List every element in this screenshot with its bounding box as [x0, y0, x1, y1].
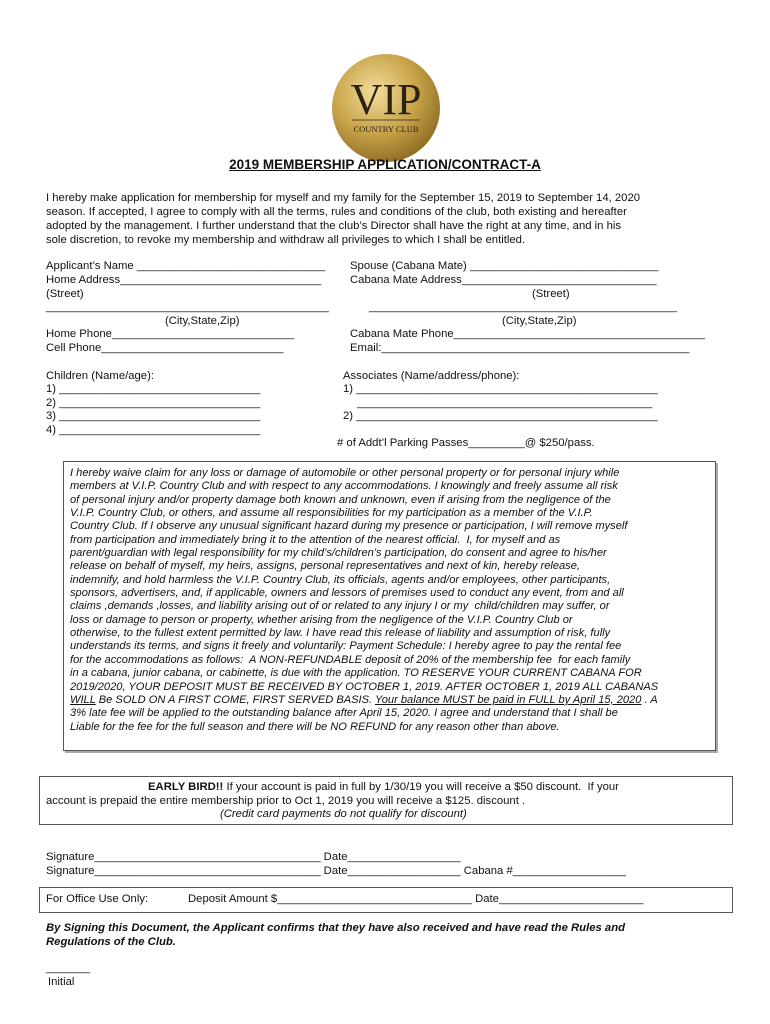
vip-logo — [330, 52, 442, 164]
child-field[interactable]: 1) ________________________________ — [46, 383, 261, 395]
office-use-label: For Office Use Only: — [46, 893, 149, 905]
waiver-line-18-end: . A — [641, 693, 658, 706]
waiver-line: V.I.P. Country Club, or others, and assume all responsibilities for my participation as a member of the V.I.P. — [70, 507, 593, 520]
waiver-line: otherwise, to the fullest extent permitted by law. I have read this release of liability and assumption of risk, fully — [70, 627, 611, 640]
waiver-line: members at V.I.P. Country Club and with respect to any accommodations. I knowingly and freely assume all risk — [70, 480, 618, 493]
spouse-city-state-zip-label: (City,State,Zip) — [502, 315, 577, 327]
waiver-line-18 — [70, 694, 712, 707]
spouse-street-line[interactable]: _________________________________________________ — [369, 301, 677, 313]
children-heading: Children (Name/age): — [46, 370, 154, 382]
associate-field[interactable]: 2) ________________________________________________ — [343, 410, 658, 422]
street-label: (Street) — [46, 288, 84, 300]
email-field[interactable]: Email:_________________________________________________ — [350, 342, 690, 354]
initial-label: Initial — [48, 976, 75, 988]
waiver-line: of personal injury and/or property damage both known and unknown, even if arising from the negligence of the — [70, 493, 611, 506]
home-phone-field[interactable]: Home Phone_____________________________ — [46, 328, 295, 340]
applicant-name-field[interactable]: Applicant’s Name ______________________________ — [46, 260, 326, 272]
waiver-line-18-text: Be SOLD ON A FIRST COME, FIRST SERVED BASIS. — [95, 693, 375, 706]
applicant-street-line[interactable]: _____________________________________________ — [46, 301, 329, 313]
waiver-line: from participation and immediately bring it to the attention of the nearest official. I, for myself and as — [70, 533, 561, 546]
waiver-line: parent/guardian with legal responsibility for my child’s/children’s participation, do consent and agree to his/her — [70, 547, 607, 560]
waiver-line: 2019/2020, YOUR DEPOSIT MUST BE RECEIVED BY OCTOBER 1, 2019. AFTER OCTOBER 1, 2019 ALL CABANAS — [70, 680, 659, 693]
confirmation-line-2: Regulations of the Club. — [46, 936, 176, 948]
waiver-line: release on behalf of myself, my heirs, assigns, personal representatives and next of kin, hereby release, — [70, 560, 580, 573]
waiver-line: loss or damage to person or property, whether arising from the negligence of the V.I.P. Country Club or — [70, 613, 573, 626]
cell-phone-field[interactable]: Cell Phone_____________________________ — [46, 342, 284, 354]
waiver-line: in a cabana, junior cabana, or cabinette, is due with the application. TO RESERVE YOUR CURRENT CABANA FOR — [70, 667, 642, 680]
intro-line: sole discretion, to revoke my membership and withdraw all privileges to which I shall be entitled. — [46, 234, 526, 246]
child-field[interactable]: 4) ________________________________ — [46, 424, 261, 436]
will-underlined: WILL — [70, 693, 96, 706]
spouse-street-label: (Street) — [532, 288, 570, 300]
intro-paragraph — [46, 191, 726, 247]
logo-subtext: COUNTRY CLUB — [353, 124, 419, 134]
waiver-line: 3% late fee will be applied to the outstanding balance after April 15, 2020. I agree and understand that I shall be — [70, 707, 618, 720]
spouse-name-field[interactable]: Spouse (Cabana Mate) ______________________________ — [350, 260, 659, 272]
parking-passes-field[interactable]: # of Addt’l Parking Passes_________@ $250/pass. — [337, 437, 595, 449]
early-bird-label: EARLY BIRD!! — [148, 781, 224, 793]
waiver-line: I hereby waive claim for any loss or damage of automobile or other personal property or for personal injury while — [70, 467, 620, 479]
waiver-line: indemnify, and hold harmless the V.I.P. Country Club, its officials, agents and/or employees, other participants, — [70, 573, 611, 586]
deposit-amount-field[interactable]: Deposit Amount $_______________________________ Date_______________________ — [188, 893, 644, 905]
associate-field-continued[interactable]: _______________________________________________ — [357, 397, 653, 409]
waiver-line: Country Club. If I observe any unusual significant hazard during my presence or participation, I will remove myself — [70, 520, 628, 533]
early-bird-line-1 — [148, 780, 619, 794]
associates-heading: Associates (Name/address/phone): — [343, 370, 520, 382]
early-bird-text-1: If your account is paid in full by 1/30/19 you will receive a $50 discount. If your — [223, 781, 619, 793]
waiver-line: claims ,demands ,losses, and liability arising out of or related to any injury I or my child/children may suffer, or — [70, 600, 610, 613]
early-bird-text-2: account is prepaid the entire membership prior to Oct 1, 2019 you will receive a $125. discount . — [46, 795, 526, 807]
associate-field[interactable]: 1) ________________________________________________ — [343, 383, 658, 395]
waiver-line: understands its terms, and signs it freely and voluntarily: Payment Schedule: I hereby agree to pay the rental fee — [70, 640, 622, 653]
signature-field-2[interactable]: Signature____________________________________ Date__________________ Cabana #__________________ — [46, 865, 626, 877]
page-title: 2019 MEMBERSHIP APPLICATION/CONTRACT-A — [229, 157, 541, 172]
intro-line: season. If accepted, I agree to comply with all the terms, rules and conditions of the club, both existing and hereafter — [46, 206, 627, 218]
confirmation-line-1: By Signing this Document, the Applicant confirms that they have also received and have read the Rules and — [46, 922, 625, 934]
child-field[interactable]: 2) ________________________________ — [46, 397, 261, 409]
waiver-line: sponsors, advertisers, and, if applicable, owners and lessors of premises used to conduct any event, from and all — [70, 587, 624, 600]
intro-line: I hereby make application for membership for myself and my family for the September 15, 2019 to September 14, 2020 — [46, 192, 641, 204]
cabana-mate-address-field[interactable]: Cabana Mate Address_______________________________ — [350, 274, 657, 286]
waiver-line: for the accommodations as follows: A NON-REFUNDABLE deposit of 20% of the membership fee for each family — [70, 653, 631, 666]
home-address-field[interactable]: Home Address________________________________ — [46, 274, 322, 286]
credit-card-note: (Credit card payments do not qualify for discount) — [220, 808, 467, 820]
signature-field-1[interactable]: Signature____________________________________ Date__________________ — [46, 851, 461, 863]
child-field[interactable]: 3) ________________________________ — [46, 410, 261, 422]
city-state-zip-label: (City,State,Zip) — [165, 315, 240, 327]
logo-text: VIP — [350, 75, 422, 124]
initial-field[interactable]: _______ — [46, 962, 90, 974]
waiver-text — [70, 467, 712, 734]
cabana-mate-phone-field[interactable]: Cabana Mate Phone________________________________________ — [350, 328, 705, 340]
intro-line: adopted by the management. I further understand that the club’s Director shall have the right at any time, and in his — [46, 220, 622, 232]
balance-deadline-underlined: Your balance MUST be paid in FULL by April 15, 2020 — [374, 693, 642, 706]
waiver-line: Liable for the fee for the full season and there will be NO REFUND for any reason other than above. — [70, 720, 560, 733]
